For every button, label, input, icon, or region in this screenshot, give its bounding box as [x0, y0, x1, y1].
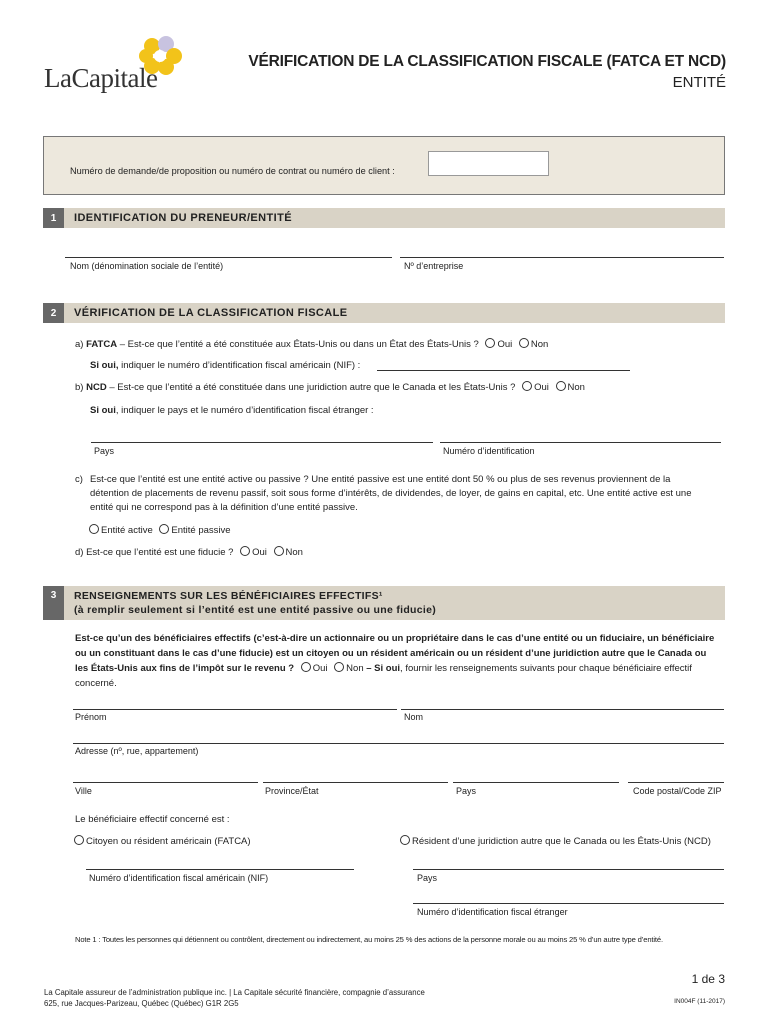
trust-no-radio[interactable]: [274, 546, 284, 556]
page-subtitle: ENTITÉ: [672, 74, 726, 91]
country-field[interactable]: [453, 782, 619, 783]
question-b-bold: NCD: [86, 382, 107, 393]
fatca-nif-field[interactable]: [377, 370, 630, 371]
province-label: Province/État: [265, 786, 319, 796]
postal-field[interactable]: [628, 782, 724, 783]
ncd-ifyes-bold: Si oui: [90, 405, 116, 416]
beneficiary-ifyes-bold: – Si oui: [363, 663, 401, 674]
us-nif-field[interactable]: [86, 869, 354, 870]
question-d-text: Est-ce que l’entité est une fiducie ?: [86, 547, 234, 558]
ncd-no-label: Non: [567, 382, 585, 393]
section-1-number: 1: [43, 208, 64, 228]
section-3-subtitle: (à remplir seulement si l’entité est une entité passive ou une fiducie): [74, 604, 437, 616]
us-resident-label: Citoyen ou résident américain (FATCA): [86, 836, 251, 847]
question-b: [75, 381, 585, 395]
trust-no-label: Non: [285, 547, 303, 558]
trust-yes-label: Oui: [252, 547, 267, 558]
page-number: 1 de 3: [691, 972, 725, 986]
section-3-number: 3: [43, 586, 64, 620]
question-a-bold: FATCA: [86, 339, 118, 350]
other-resident-radio[interactable]: [400, 835, 410, 845]
firstname-field[interactable]: [73, 709, 397, 710]
foreign-country-field[interactable]: [413, 869, 724, 870]
form-code: IN004F (11-2017): [674, 998, 725, 1005]
beneficiary-ifyes-text: , fournir les renseignements suivants pour chaque bénéficiaire effectif: [400, 663, 692, 674]
footer-address: 625, rue Jacques-Parizeau, Québec (Québec) G1R 2G5: [44, 999, 239, 1008]
question-a-text: – Est-ce que l’entité a été constituée aux États-Unis ou dans un État des États-Unis ?: [117, 339, 479, 350]
ncd-ifyes-text: , indiquer le pays et le numéro d’identification fiscal étranger :: [115, 405, 374, 416]
ncd-id-label: Numéro d’identification: [443, 446, 535, 456]
beneficiary-question-line3: [75, 662, 692, 676]
question-b-prefix: b): [75, 382, 84, 393]
lastname-label: Nom: [404, 712, 424, 722]
section-1-title: IDENTIFICATION DU PRENEUR/ENTITÉ: [64, 208, 725, 228]
passive-entity-radio[interactable]: [159, 524, 169, 534]
fatca-ifyes-text: indiquer le numéro d’identification fiscal américain (NIF) :: [118, 360, 361, 371]
fatca-yes-radio[interactable]: [485, 338, 495, 348]
question-c-line1: Est-ce que l’entité est une entité active ou passive ? Une entité passive est une entité dont 50 % ou plus de ses revenus proviennent de la: [90, 474, 671, 485]
firstname-label: Prénom: [75, 712, 107, 722]
question-d-prefix: d): [75, 547, 84, 558]
fatca-yes-label: Oui: [497, 339, 513, 350]
other-resident-option: [396, 835, 711, 849]
ncd-ifyes: [90, 404, 374, 418]
lastname-field[interactable]: [401, 709, 724, 710]
address-field[interactable]: [73, 743, 724, 744]
city-field[interactable]: [73, 782, 258, 783]
question-c-prefix: c): [75, 474, 83, 485]
question-a-prefix: a): [75, 339, 84, 350]
beneficiary-question-line4: concerné.: [75, 678, 117, 689]
beneficiary-question-line3-text: les États-Unis aux fins de l’impôt sur le revenu ?: [75, 663, 295, 674]
section-3-title: RENSEIGNEMENTS SUR LES BÉNÉFICIAIRES EFFECTIFS¹: [74, 590, 383, 602]
active-entity-label: Entité active: [101, 525, 153, 536]
enterprise-number-label: Nº d’entreprise: [404, 261, 464, 271]
logo-text: LaCapitale: [44, 63, 158, 93]
question-c-line2: détention de placements de revenu passif, soit sous forme d’intérêts, de dividendes, de loyer, de gains en capital, etc. Une entité active est une: [90, 488, 692, 499]
active-entity-radio[interactable]: [89, 524, 99, 534]
fatca-ifyes: [90, 359, 360, 373]
city-label: Ville: [75, 786, 92, 796]
enterprise-number-field[interactable]: [400, 257, 724, 258]
footnote: Note 1 : Toutes les personnes qui détiennent ou contrôlent, directement ou indirectement, au moins 25 % des actions de la personne morale ou au moins 25 % d’un autre type d’entité.: [75, 935, 663, 944]
question-a: [75, 338, 548, 352]
footer-company: La Capitale assureur de l’administration publique inc. | La Capitale sécurité financière, compagnie d’assurance: [44, 988, 425, 997]
beneficiary-no-radio[interactable]: [334, 662, 344, 672]
section-2-number: 2: [43, 303, 64, 323]
fatca-no-radio[interactable]: [519, 338, 529, 348]
entity-name-field[interactable]: [65, 257, 392, 258]
question-d: [75, 546, 303, 560]
passive-entity-label: Entité passive: [171, 525, 231, 536]
section-3-header: [64, 586, 725, 620]
fatca-ifyes-bold: Si oui,: [90, 360, 119, 371]
request-number-label: Numéro de demande/de proposition ou numéro de contrat ou numéro de client :: [70, 166, 395, 176]
question-c-line3: entité qui ne correspond pas à la définition d’une entité passive.: [90, 502, 358, 513]
beneficiary-question-line1: Est-ce qu’un des bénéficiaires effectifs (c’est-à-dire un actionnaire ou un propriétaire dans le cas d’une entité ou un fiduciaire, un bénéficiaire: [75, 633, 715, 644]
us-nif-label: Numéro d’identification fiscal américain (NIF): [89, 873, 269, 883]
fatca-no-label: Non: [530, 339, 549, 350]
entity-type-options: [85, 524, 231, 538]
beneficiary-no-label: Non: [346, 663, 364, 674]
address-label: Adresse (nº, rue, appartement): [75, 746, 199, 756]
section-2-title: VÉRIFICATION DE LA CLASSIFICATION FISCALE: [64, 303, 725, 323]
beneficiary-yes-radio[interactable]: [301, 662, 311, 672]
page-title: VÉRIFICATION DE LA CLASSIFICATION FISCALE (FATCA ET NCD): [248, 53, 726, 70]
us-resident-radio[interactable]: [74, 835, 84, 845]
question-b-text: – Est-ce que l’entité a été constituée dans une juridiction autre que le Canada et les États-Unis ?: [106, 382, 516, 393]
country-label: Pays: [456, 786, 477, 796]
foreign-country-label: Pays: [417, 873, 438, 883]
foreign-id-label: Numéro d’identification fiscal étranger: [417, 907, 568, 917]
us-resident-option: [70, 835, 251, 849]
trust-yes-radio[interactable]: [240, 546, 250, 556]
ncd-yes-radio[interactable]: [522, 381, 532, 391]
beneficiary-question-line2: ou un constituant dans le cas d’une fiducie) est un citoyen ou un résident américain ou un résident d’une juridiction autre que le Canada ou: [75, 648, 707, 659]
ncd-country-label: Pays: [94, 446, 115, 456]
ncd-id-field[interactable]: [440, 442, 721, 443]
request-number-input[interactable]: [428, 151, 549, 176]
entity-name-label: Nom (dénomination sociale de l’entité): [70, 261, 224, 271]
province-field[interactable]: [263, 782, 448, 783]
foreign-id-field[interactable]: [413, 903, 724, 904]
postal-label: Code postal/Code ZIP: [633, 786, 722, 796]
beneficiary-yes-label: Oui: [312, 663, 328, 674]
ncd-country-field[interactable]: [91, 442, 433, 443]
ncd-no-radio[interactable]: [556, 381, 566, 391]
other-resident-label: Résident d’une juridiction autre que le Canada ou les États-Unis (NCD): [412, 836, 711, 847]
ncd-yes-label: Oui: [534, 382, 549, 393]
concerned-label: Le bénéficiaire effectif concerné est :: [75, 814, 230, 825]
